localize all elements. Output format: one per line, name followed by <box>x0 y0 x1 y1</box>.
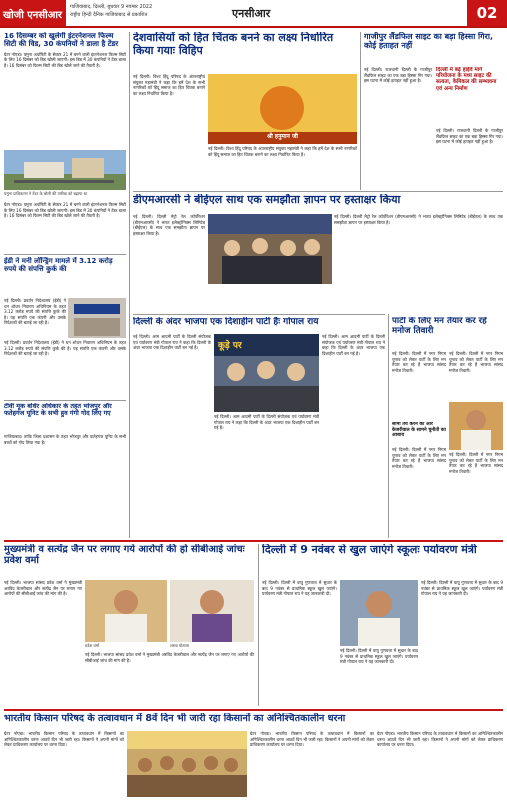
bjp-body-right: नई दिल्ली। आम आदमी पार्टी के दिल्ली संयोजक एवं पर्यावरण मंत्री गोपाल राय ने कहा कि दिल्ली के अंदर भाजपा एक दिशाहीन पार्टी बन गई है। <box>322 334 385 356</box>
party-body: नई दिल्ली। दिल्ली में नगर निगम चुनाव को लेकर पार्टी के लिए मन तैयार कर रहे हैं भाजपा सांसद मनोज तिवारी। <box>392 351 446 373</box>
page-number: 02 <box>467 0 507 26</box>
ghazipur-headline: गाजीपुर लैंडफिल साइट का बड़ा हिस्सा गिरा, कोई हताहत नहीं <box>364 32 494 51</box>
dmrc-body-more: नई दिल्ली। दिल्ली मेट्रो रेल कॉर्पोरेशन (डीएमआरसी) ने भारत इलेक्ट्रॉनिक्स लिमिटेड (बीईएल) के साथ एक समझौता ज्ञापन पर हस्ताक्षर किया है। <box>334 214 503 225</box>
kisan-story <box>4 713 503 729</box>
bjp-banner-text: कूड़े पर <box>218 341 242 351</box>
tv-headline: टीवी मूक बधिर अधिकार के तहत भोजपुर और फतेहगंज यूनिट के सभी हुव गंगी गोद लिए गए <box>4 403 112 418</box>
dmrc-body: नई दिल्ली। दिल्ली मेट्रो रेल कॉर्पोरेशन (डीएमआरसी) ने भारत इलेक्ट्रॉनिक्स लिमिटेड (बीईएल) के साथ एक समझौता ज्ञापन पर हस्ताक्षर किया है। <box>133 214 205 236</box>
party-body-right: नई दिल्ली। दिल्ली में नगर निगम चुनाव को लेकर पार्टी के लिए मन तैयार कर रहे हैं भाजपा सांसद मनोज तिवारी। <box>449 351 503 373</box>
tv-story <box>4 403 126 433</box>
pravesh-verma-photo <box>85 580 167 642</box>
bjp-body: नई दिल्ली। आम आदमी पार्टी के दिल्ली संयोजक एवं पर्यावरण मंत्री गोपाल राय ने कहा कि दिल्ली के अंदर भाजपा एक दिशाहीन पार्टी बन गई है। <box>133 334 211 351</box>
ghazipur-body-more: नई दिल्ली। राजधानी दिल्ली के गाजीपुर लैंडफिल साइट का एक बड़ा हिस्सा गिर गया। इस घटना में कोई हताहत नहीं हुआ है। <box>436 128 503 145</box>
school-body: नई दिल्ली। दिल्ली में वायु गुणवत्ता में सुधार के बाद 9 नवंबर से प्राथमिक स्कूल खुल जाएंगे। पर्यावरण मंत्री गोपाल राय ने यह जानकारी दी। <box>262 580 337 597</box>
vhp-headline: देशवासियों को हित चिंतक बनने का लक्ष्य निर्धारित किया गयाः विहिप <box>133 32 334 57</box>
date-text: गाजियाबाद, दिल्ली, बुधवार 9 नवम्बर 2022 <box>70 4 153 10</box>
film-caption: यमुना प्राधिकरण ने टेंडर के बोली की तारीख को बढ़ाया था <box>4 191 88 196</box>
jain-caption-left: प्रवेश वर्मा <box>85 643 100 648</box>
bjp-press-photo <box>214 334 319 412</box>
film-story <box>4 32 126 152</box>
ghazipur-body: नई दिल्ली। राजधानी दिल्ली के गाजीपुर लैंडफिल साइट का एक बड़ा हिस्सा गिर गया। इस घटना में कोई हताहत नहीं हुआ है। <box>364 67 432 84</box>
manoj-tiwari-photo <box>449 402 503 450</box>
ghazipur-pullquote <box>436 67 503 127</box>
party-subhead: सीमा तय करने की ओर केजरीवाल के सामने चुनौती का आशाय <box>392 422 446 439</box>
school-body-right: नई दिल्ली। दिल्ली में वायु गुणवत्ता में सुधार के बाद 9 नवंबर से प्राथमिक स्कूल खुल जाएंगे। पर्यावरण मंत्री गोपाल राय ने यह जानकारी दी। <box>421 580 503 597</box>
section-title: एनसीआर <box>232 7 271 20</box>
bjp-story <box>133 317 385 333</box>
vhp-body: नई दिल्ली। विश्व हिंदू परिषद के अंतरराष्ट्रीय संयुक्त महामंत्री ने कहा कि हमें देश के सभी नागरिकों को हिंदू समाज का हित चिंतक बनाने का लक्ष्य निर्धारित किया है। <box>133 74 205 96</box>
kisan-body-2: ग्रेटर नोएडा। भारतीय किसान परिषद के तत्वावधान में किसानों का अनिश्चितकालीन धरना आठवें दिन भी जारी रहा। किसानों ने अपनी मांगों को लेकर प्राधिकरण कार्यालय पर धरना दिया। <box>250 731 374 748</box>
liquor-scam-photo <box>170 580 254 642</box>
party-body-right-more: नई दिल्ली। दिल्ली में नगर निगम चुनाव को लेकर पार्टी के लिए मन तैयार कर रहे हैं भाजपा सांसद मनोज तिवारी। <box>449 452 503 474</box>
ghazipur-story <box>364 32 503 66</box>
dmrc-headline: डीएमआरसी ने बीईएल साथ एक समझौता ज्ञापन पर हस्ताक्षर किया <box>133 194 401 206</box>
ed-headline: ईडी ने मनी लॉन्ड्रिंग मामले में 3.12 करोड़ रुपये की संपत्ति कुर्क की <box>4 257 113 274</box>
kisan-body-1: ग्रेटर नोएडा। भारतीय किसान परिषद के तत्वावधान में किसानों का अनिश्चितकालीन धरना आठवें दिन भी जारी रहा। किसानों ने अपनी मांगों को लेकर प्राधिकरण कार्यालय पर धरना दिया। <box>4 731 124 748</box>
masthead <box>0 0 507 28</box>
paper-name: खोजी एनसीआर <box>0 0 66 26</box>
school-headline: दिल्ली में 9 नवंबर से खुल जाएंगे स्कूलः पर्यावरण मंत्री <box>262 544 477 556</box>
sub-line: राष्ट्रीय हिन्दी दैनिक गाजियाबाद से प्रकाशित <box>70 12 148 18</box>
jain-caption-right: शराब घोटाला <box>170 643 190 648</box>
film-body: ग्रेटर नोएडा। यमुना अथॉरिटी के सेक्टर 21 में बनने वाली इंटरनेशनल फिल्म सिटी के लिए 16 दिसंबर को बिड खोली जाएगी। इस बिड में 30 कंपनियों ने टेंडर डाला है। 16 दिसंबर को फिल्म सिटी की बिड खोले जाने की तैयारी है। <box>4 51 126 68</box>
ghazipur-pullquote-text: दिल्ली में बढ़े हाईवे मार्ग परियोजना के मध्य साइट की सत्यता, केमिकल की सम्भावना एवं अन्य निर्माण <box>436 67 497 92</box>
party-headline: पार्टी के लिए मन तैयार कर रहे मनोज तिवारी <box>392 317 487 336</box>
party-story <box>392 317 503 349</box>
dmrc-story <box>133 194 503 212</box>
kisan-headline: भारतीय किसान परिषद के तत्वावधान में 8वें दिन भी जारी रहा किसानों का अनिश्चितकालीन धरना <box>4 713 346 724</box>
date-line <box>70 3 220 19</box>
jain-story <box>4 544 254 578</box>
party-subhead-wrap <box>392 422 446 446</box>
kisan-body-3: ग्रेटर नोएडा। भारतीय किसान परिषद के तत्वावधान में किसानों का अनिश्चितकालीन धरना आठवें दिन भी जारी रहा। किसानों ने अपनी मांगों को लेकर प्राधिकरण कार्यालय पर धरना दिया। <box>377 731 503 748</box>
film-headline: 16 दिसम्बर को खुलेगी इंटरनेशनल फिल्म सिटी की विड, 30 कंपनियों ने डाला है टेंडर <box>4 32 119 49</box>
bjp-body-mid: नई दिल्ली। आम आदमी पार्टी के दिल्ली संयोजक एवं पर्यावरण मंत्री गोपाल राय ने कहा कि दिल्ली के अंदर भाजपा एक दिशाहीन पार्टी बन गई है। <box>214 414 319 431</box>
dmrc-signing-photo <box>208 214 332 284</box>
school-body-mid: नई दिल्ली। दिल्ली में वायु गुणवत्ता में सुधार के बाद 9 नवंबर से प्राथमिक स्कूल खुल जाएंगे। पर्यावरण मंत्री गोपाल राय ने यह जानकारी दी। <box>340 648 418 665</box>
kisan-protest-photo <box>127 731 247 797</box>
vhp-body-more: नई दिल्ली। विश्व हिंदू परिषद के अंतरराष्ट्रीय संयुक्त महामंत्री ने कहा कि हमें देश के सभी नागरिकों को हिंदू समाज का हित चिंतक बनाने का लक्ष्य निर्धारित किया है। <box>208 146 357 157</box>
school-story <box>262 544 503 578</box>
jain-headline: मुख्यमंत्री व सत्येंद्र जैन पर लगाए गये आरोपों की हो सीबीआई जांचः प्रवेश वर्मा <box>4 544 245 567</box>
ed-body: नई दिल्ली। प्रवर्तन निदेशालय (ईडी) ने धन शोधन निवारण अधिनियम के तहत 3.12 करोड़ रुपये की संपत्ति कुर्क की है। यह संपत्ति एक कंपनी और उसके निदेशकों की बताई जा रही है। <box>4 298 66 326</box>
vhp-story <box>133 32 357 72</box>
gopal-rai-photo <box>340 580 418 646</box>
bjp-headline: दिल्ली के अंदर भाजपा एक दिशाहीन पार्टी हैः गोपाल राय <box>133 317 319 327</box>
ed-body-more: नई दिल्ली। प्रवर्तन निदेशालय (ईडी) ने धन शोधन निवारण अधिनियम के तहत 3.12 करोड़ रुपये की संपत्ति कुर्क की है। यह संपत्ति एक कंपनी और उसके निदेशकों की बताई जा रही है। <box>4 340 126 357</box>
vhp-banner-photo <box>208 74 357 144</box>
tv-body: गाजियाबाद। ताकि जिला प्रशासन के तहत भोजपुर और फतेहगंज यूनिट के सभी बच्चों को गोद लिया गया है। <box>4 434 126 445</box>
party-body-more: नई दिल्ली। दिल्ली में नगर निगम चुनाव को लेकर पार्टी के लिए मन तैयार कर रहे हैं भाजपा सांसद मनोज तिवारी। <box>392 447 446 469</box>
jain-body-more: नई दिल्ली। भाजपा सांसद प्रवेश वर्मा ने मुख्यमंत्री अरविंद केजरीवाल और सत्येंद्र जैन पर लगाए गए आरोपों की सीबीआई जांच की मांग की है। <box>85 652 254 663</box>
film-city-photo <box>4 150 126 190</box>
ed-office-photo <box>68 298 126 338</box>
vhp-banner-text: श्री हनुमान जी <box>267 133 298 140</box>
jain-body: नई दिल्ली। भाजपा सांसद प्रवेश वर्मा ने मुख्यमंत्री अरविंद केजरीवाल और सत्येंद्र जैन पर लगाए गए आरोपों की सीबीआई जांच की मांग की है। <box>4 580 82 597</box>
ed-story <box>4 257 126 297</box>
film-body-more: ग्रेटर नोएडा। यमुना अथॉरिटी के सेक्टर 21 में बनने वाली इंटरनेशनल फिल्म सिटी के लिए 16 दिसंबर को बिड खोली जाएगी। इस बिड में 30 कंपनियों ने टेंडर डाला है। 16 दिसंबर को फिल्म सिटी की बिड खोले जाने की तैयारी है। <box>4 202 126 219</box>
